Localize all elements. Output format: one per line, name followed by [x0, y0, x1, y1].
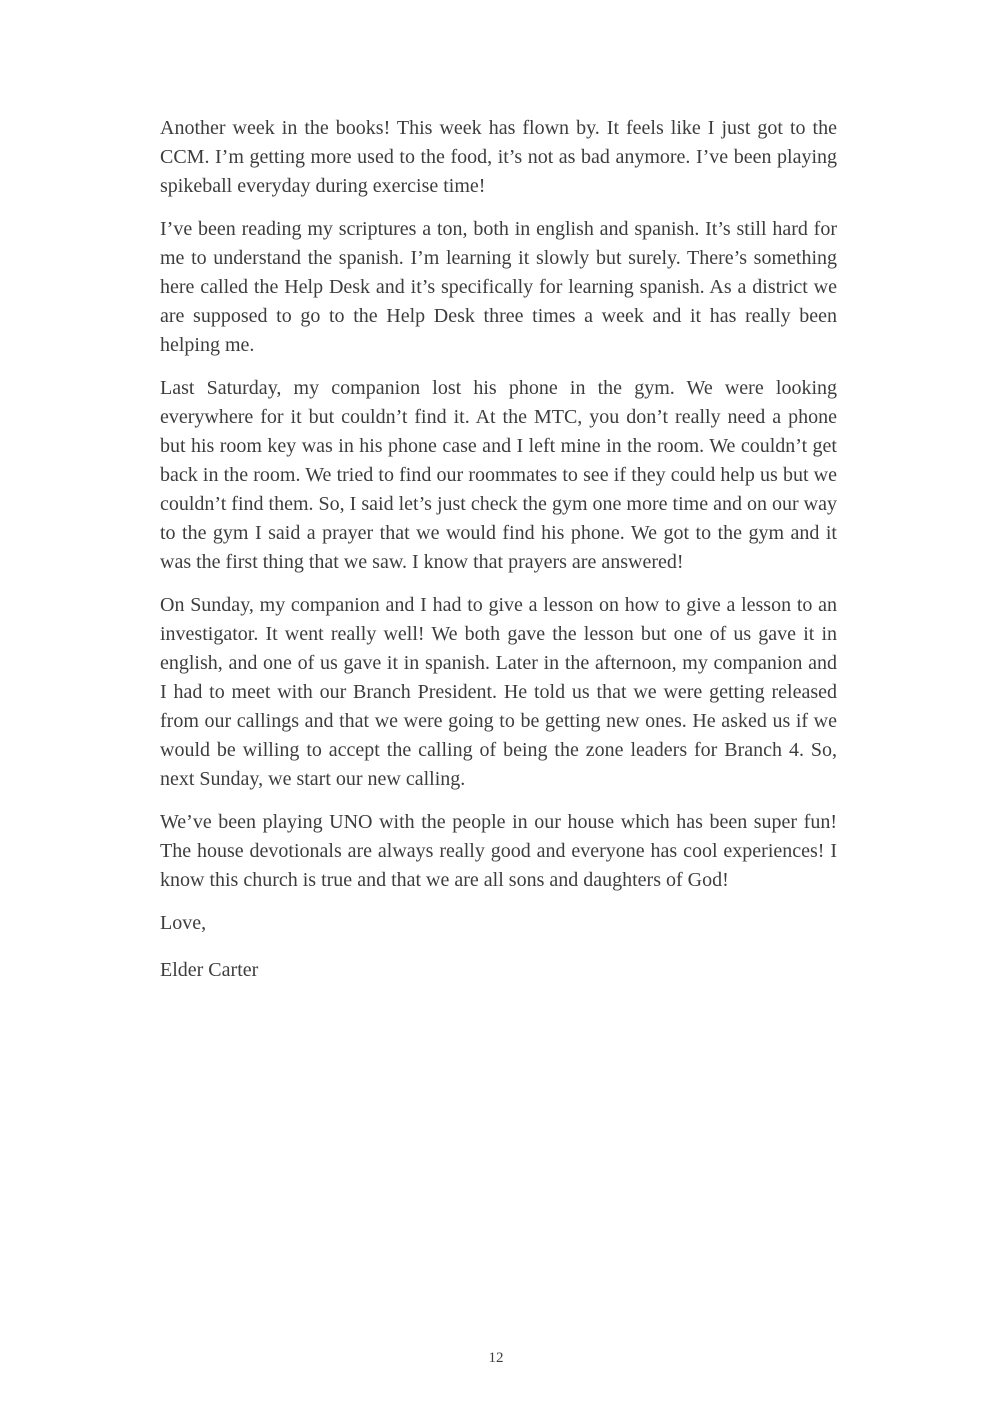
letter-signature: Elder Carter: [160, 959, 259, 981]
page-number: 12: [488, 1350, 504, 1366]
letter-paragraph-5: We’ve been playing UNO with the people in our house which has been super fun! The house devotionals are always really good and everyone has cool experiences! I know this church is true and that we are all sons and daughters of God!: [160, 811, 837, 891]
letter-paragraph-1: Another week in the books! This week has flown by. It feels like I just got to the CCM. I’m getting more used to the food, it’s not as bad anymore. I’ve been playing spikeball everyday during exercise time!: [160, 117, 837, 197]
letter-closing: Love,: [160, 912, 207, 934]
letter-paragraph-4: On Sunday, my companion and I had to give a lesson on how to give a lesson to an investigator. It went really well! We both gave the lesson but one of us gave it in english, and one of us gave it in spanish. Later in the afternoon, my companion and I had to meet with our Branch President. He told us that we were getting released from our callings and that we were going to be getting new ones. He asked us if we would be willing to accept the calling of being the zone leaders for Branch 4. So, next Sunday, we start our new calling.: [160, 594, 837, 790]
letter-paragraph-3: Last Saturday, my companion lost his phone in the gym. We were looking everywhere for it but couldn’t find it. At the MTC, you don’t really need a phone but his room key was in his phone case and I left mine in the room. We couldn’t get back in the room. We tried to find our roommates to see if they could help us but we couldn’t find them. So, I said let’s just check the gym one more time and on our way to the gym I said a prayer that we would find his phone. We got to the gym and it was the first thing that we saw. I know that prayers are answered!: [160, 377, 837, 573]
letter-paragraph-2: I’ve been reading my scriptures a ton, both in english and spanish. It’s still hard for me to understand the spanish. I’m learning it slowly but surely. There’s something here called the Help Desk and it’s specifically for learning spanish. As a district we are supposed to go to the Help Desk three times a week and it has really been helping me.: [160, 218, 837, 356]
letter-body: [160, 114, 837, 999]
